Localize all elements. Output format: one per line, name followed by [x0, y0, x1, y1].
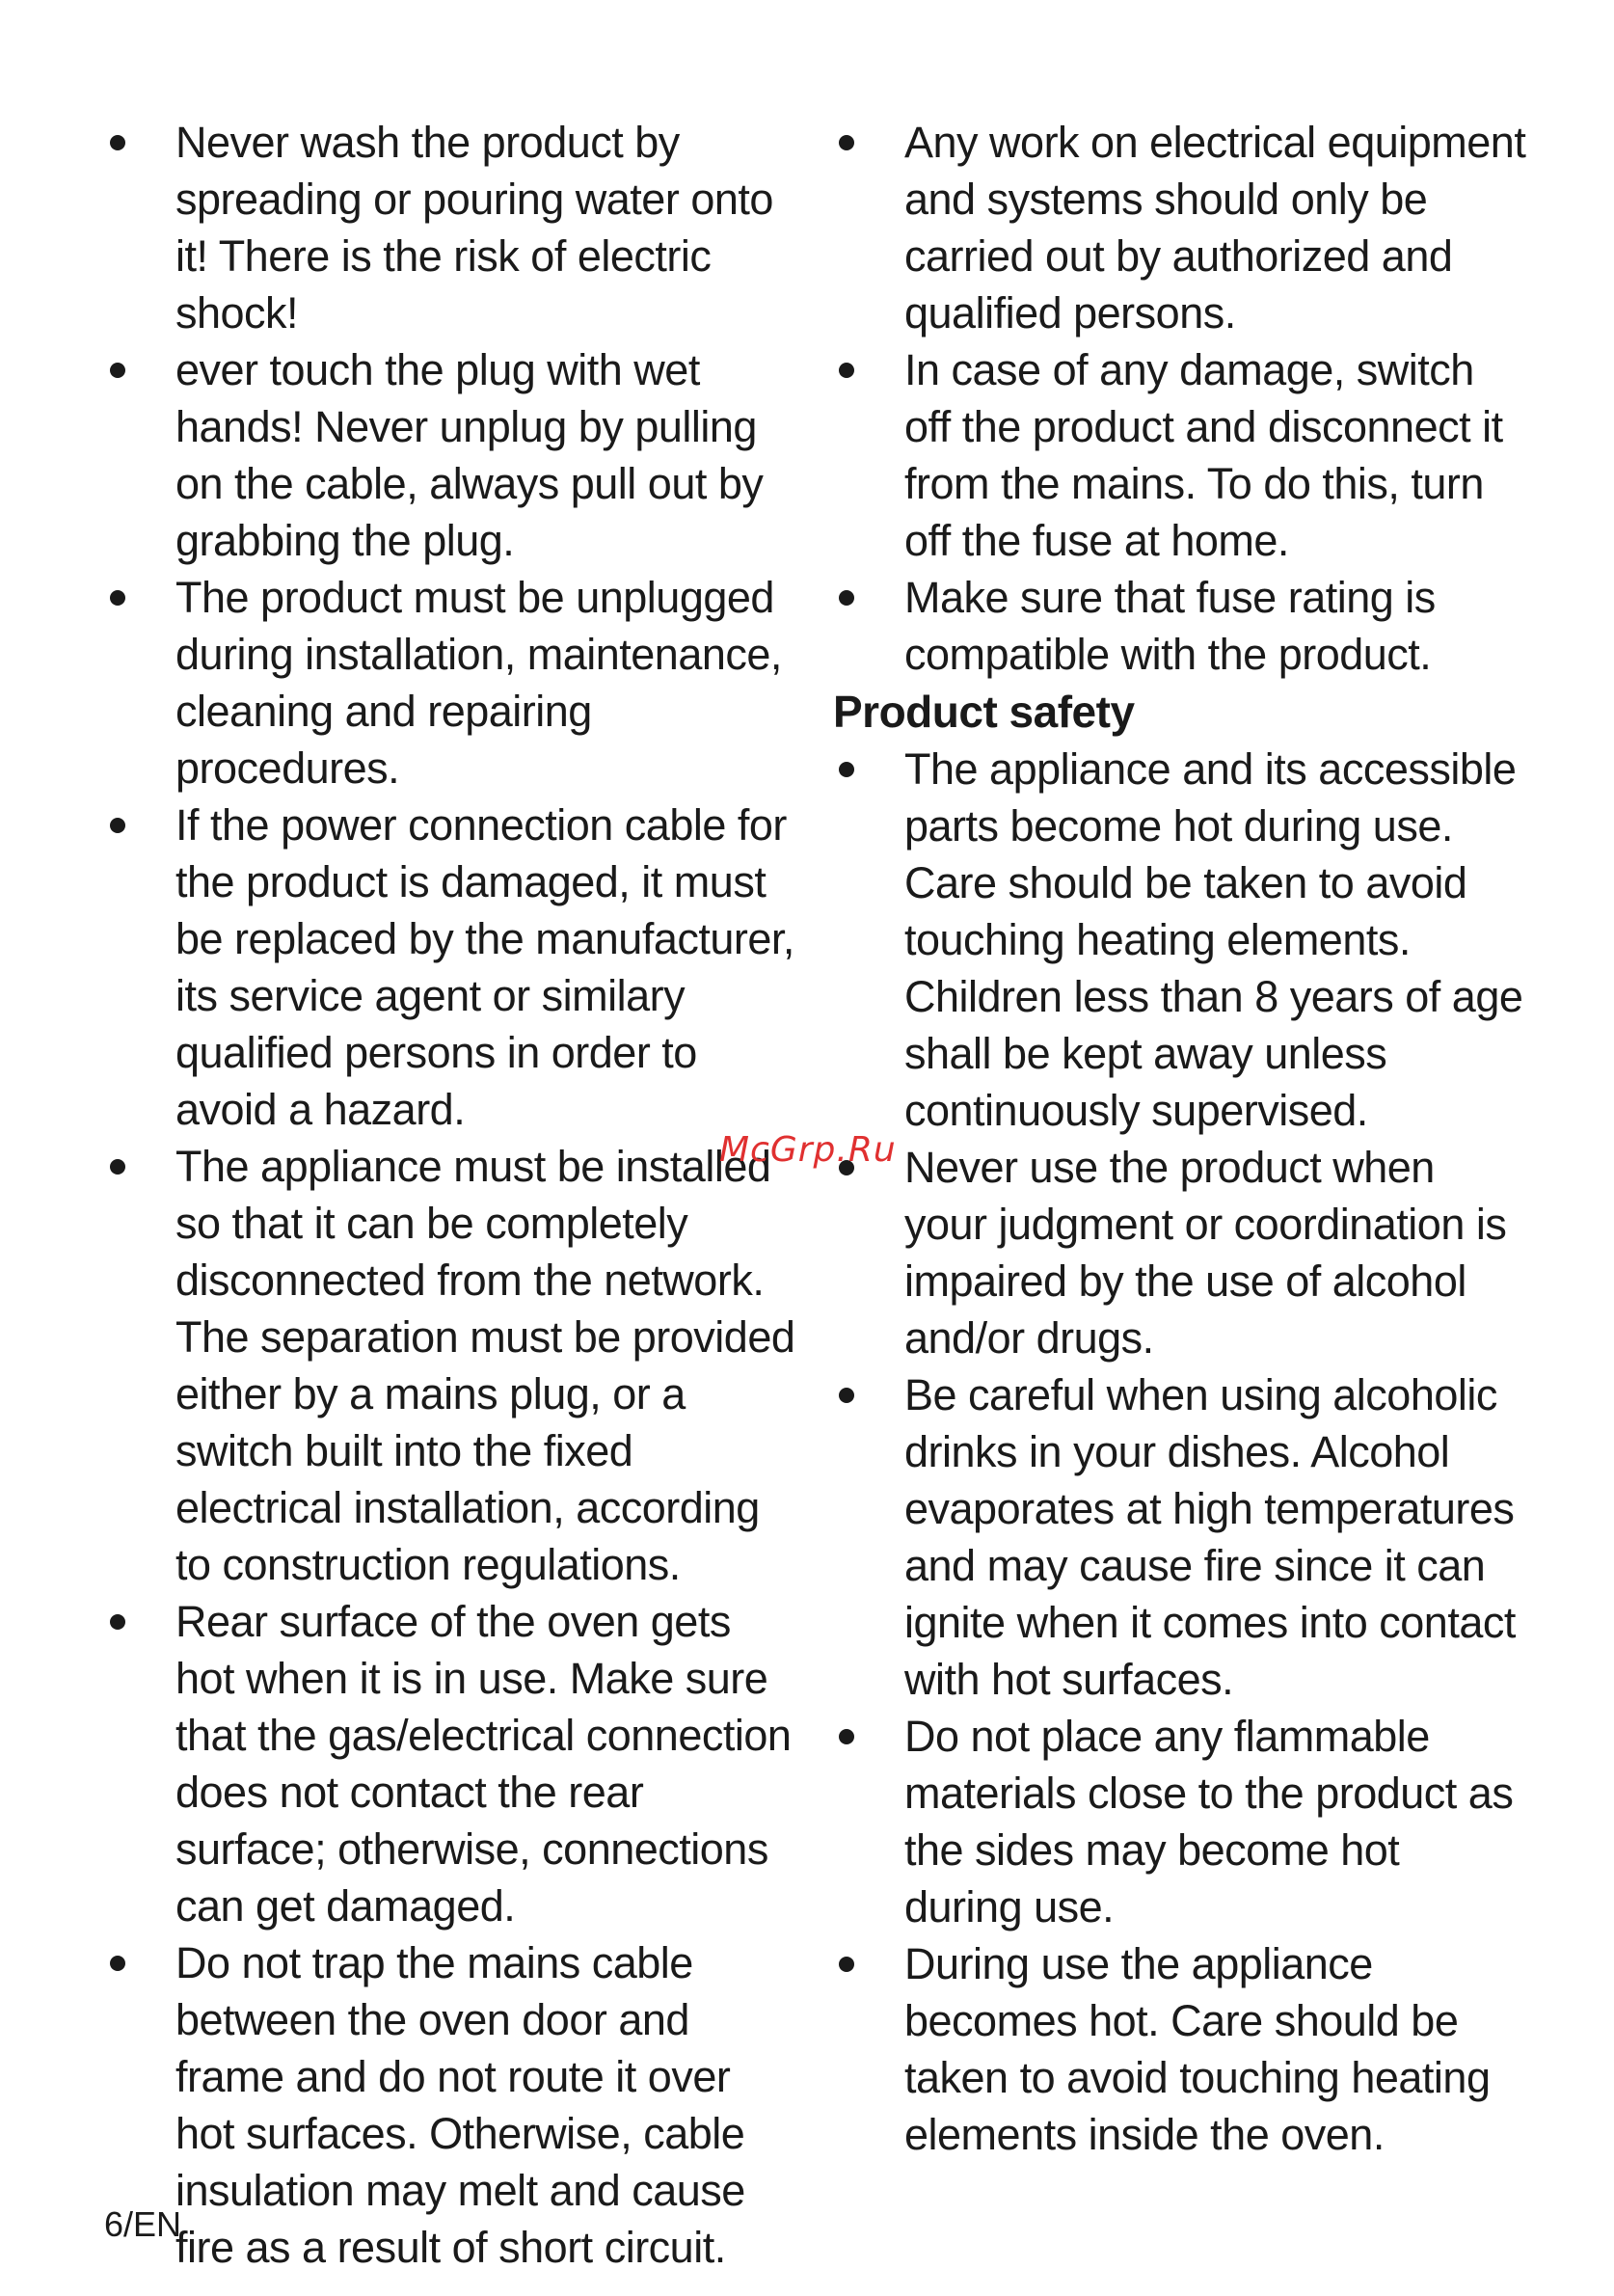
list-item-text: Do not trap the mains cable between the oven door and frame and do not route it over hot surfaces. Otherwise, cable insulation may melt and cause fire as a result of short circuit.	[175, 1938, 745, 2272]
watermark: McGrp.Ru	[719, 1130, 897, 1170]
list-item-text: Make sure that fuse rating is compatible with the product.	[904, 573, 1436, 679]
bullet-icon	[110, 1614, 125, 1630]
bullet-icon	[839, 1957, 854, 1972]
list-item	[104, 1934, 798, 2276]
product-safety-bullet-list	[833, 741, 1527, 2163]
list-item	[104, 1593, 798, 1934]
left-column	[104, 114, 798, 2276]
list-item-text: Be careful when using alcoholic drinks in your dishes. Alcohol evaporates at high temperatures and may cause fire since it can ignite when it comes into contact with hot surfaces.	[904, 1370, 1516, 1704]
list-item-text: The appliance and its accessible parts become hot during use. Care should be taken to avoid touching heating elements. Children less than 8 years of age shall be kept away unless continuously supervised.	[904, 744, 1523, 1135]
list-item	[833, 1935, 1527, 2163]
bullet-icon	[839, 762, 854, 777]
left-bullet-list	[104, 114, 798, 2276]
list-item	[833, 1708, 1527, 1935]
list-item-text: Rear surface of the oven gets hot when it is in use. Make sure that the gas/electrical connection does not contact the rear surface; otherwise, connections can get damaged.	[175, 1597, 792, 1931]
list-item-text: ever touch the plug with wet hands! Never unplug by pulling on the cable, always pull out by grabbing the plug.	[175, 345, 764, 565]
bullet-icon	[110, 363, 125, 378]
bullet-icon	[839, 363, 854, 378]
list-item	[833, 1139, 1527, 1366]
bullet-icon	[839, 135, 854, 150]
list-item-text: Any work on electrical equipment and systems should only be carried out by authorized and qualified persons.	[904, 118, 1526, 338]
bullet-icon	[110, 590, 125, 606]
list-item	[104, 114, 798, 341]
list-item	[104, 569, 798, 797]
list-item	[833, 341, 1527, 569]
list-item-text: Never wash the product by spreading or pouring water onto it! There is the risk of electric shock!	[175, 118, 773, 338]
list-item	[104, 797, 798, 1138]
list-item	[833, 741, 1527, 1139]
list-item-text: The product must be unplugged during installation, maintenance, cleaning and repairing procedures.	[175, 573, 782, 793]
bullet-icon	[110, 1159, 125, 1175]
list-item	[833, 569, 1527, 683]
list-item	[833, 114, 1527, 341]
list-item-text: The appliance must be installed so that it can be completely disconnected from the network. The separation must be provided either by a mains plug, or a switch built into the fixed electrical installation, according to construction regulations.	[175, 1142, 795, 1589]
bullet-icon	[110, 1956, 125, 1971]
list-item-text: Never use the product when your judgment or coordination is impaired by the use of alcohol and/or drugs.	[904, 1143, 1507, 1363]
list-item	[104, 341, 798, 569]
bullet-icon	[839, 590, 854, 606]
page-number: 6/EN	[104, 2204, 182, 2244]
right-column	[833, 114, 1527, 2163]
right-bullet-list	[833, 114, 1527, 683]
list-item	[833, 1366, 1527, 1708]
bullet-icon	[839, 1729, 854, 1744]
bullet-icon	[110, 135, 125, 150]
list-item-text: If the power connection cable for the product is damaged, it must be replaced by the manufacturer, its service agent or similary qualified persons in order to avoid a hazard.	[175, 800, 794, 1134]
section-heading-product-safety: Product safety	[833, 687, 1135, 737]
list-item-text: During use the appliance becomes hot. Care should be taken to avoid touching heating elements inside the oven.	[904, 1939, 1491, 2159]
bullet-icon	[839, 1388, 854, 1403]
list-item-text: Do not place any flammable materials close to the product as the sides may become hot during use.	[904, 1712, 1514, 1931]
bullet-icon	[110, 818, 125, 833]
list-item-text: In case of any damage, switch off the product and disconnect it from the mains. To do this, turn off the fuse at home.	[904, 345, 1503, 565]
list-item	[104, 1138, 798, 1593]
